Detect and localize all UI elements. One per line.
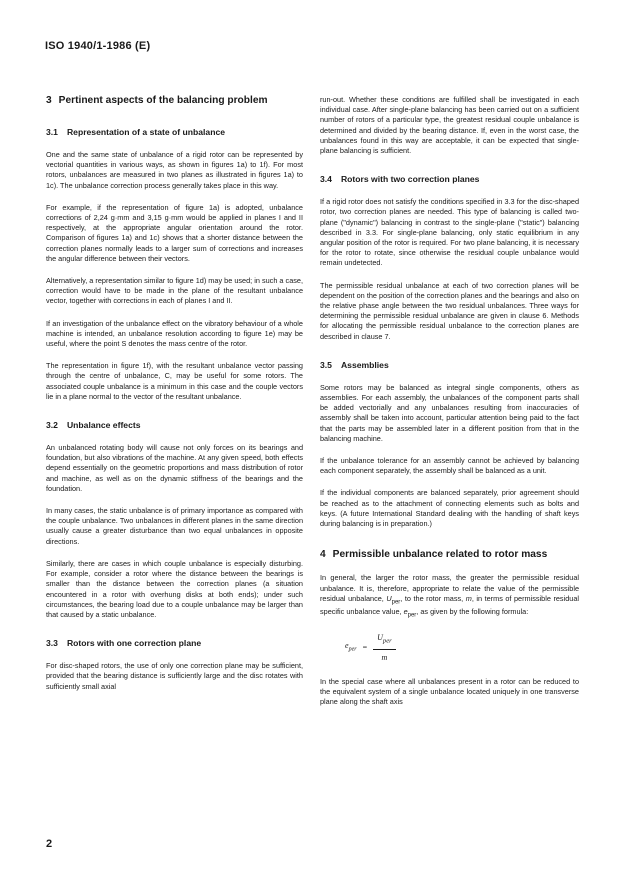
section-number: 3.1 bbox=[46, 127, 58, 137]
section-title: Permissible unbalance related to rotor mass bbox=[332, 549, 548, 561]
section-3-2-heading bbox=[46, 420, 303, 431]
paragraph: Some rotors may be balanced as integral single components, others as assemblies. For each assembly, the unbalances of the component parts shall be added vectorially and any unbalances resulting from inaccuracies of assembly shall be taken into account, particular attention being paid to the fact that the parts may be assembled later in a different position from that in the balancing machine. bbox=[320, 382, 579, 443]
paragraph: If an investigation of the unbalance effect on the vibratory behaviour of a whole machine is intended, an unbalance resolution according to figure 1e) may be useful, where the point S denotes the mass centre of the rotor. bbox=[46, 318, 303, 349]
section-title: Unbalance effects bbox=[66, 420, 141, 431]
symbol-u-per: $U_{per}$ bbox=[386, 593, 401, 606]
section-3-heading bbox=[46, 95, 303, 107]
section-number: 3 bbox=[46, 95, 52, 106]
section-number: 3.3 bbox=[46, 638, 58, 649]
paragraph: For disc-shaped rotors, the use of only one correction plane may be sufficient, provided that the bearing distance is sufficiently large and the disc rotates with sufficiently small axial bbox=[46, 661, 303, 691]
paragraph: The permissible residual unbalance at each of two correction planes will be dependent on the position of the correction planes and the bearings and also on the relative phase angle between the two residual unbalances. Three ways for determining the permissible residual unbalance are given in clause 6. Methods for allocating the permissible residual unbalance to the correction planes are described in clause 7. bbox=[320, 280, 579, 341]
section-3-4-heading bbox=[320, 174, 579, 185]
paragraph: In many cases, the static unbalance is of primary importance as compared with the couple unbalance. Two unbalances in different planes in the same direction usually cause a greater disturbance than two equal unbalances in opposite directions. bbox=[46, 506, 303, 546]
paragraph: An unbalanced rotating body will cause not only forces on its bearings and foundation, but also vibrations of the machine. At any given speed, both effects depend essentially on the geometric proportions and mass distribution of rotor and machine, as well as on the dynamic stiffness of the bearings and the foundation. bbox=[46, 443, 303, 493]
section-3-1-heading bbox=[46, 127, 303, 138]
section-number: 3.4 bbox=[320, 174, 332, 185]
section-number: 4 bbox=[320, 549, 326, 561]
formula-fraction bbox=[373, 633, 396, 663]
paragraph: In general, the larger the rotor mass, the greater the permissible residual unbalance. It is, therefore, appropriate to relate the value of the permissible residual unbalance, $U_{per}$, to the rotor mass, m, in terms of permissible residual specific unbalance value, $e_{per}$, as given by the following formula: bbox=[320, 573, 579, 619]
section-title: Representation of a state of unbalance bbox=[66, 127, 226, 137]
right-column bbox=[320, 95, 579, 720]
section-title: Pertinent aspects of the balancing problem bbox=[58, 95, 268, 106]
formula-e-per bbox=[345, 633, 579, 663]
formula-lhs: $e_{per}$ bbox=[345, 641, 357, 653]
section-4-heading bbox=[320, 549, 579, 561]
section-3-3-heading bbox=[46, 638, 303, 649]
formula-numerator: $U_{per}$ bbox=[373, 633, 396, 650]
paragraph: If a rigid rotor does not satisfy the conditions specified in 3.3 for the disc-shaped rotor, two correction planes are needed. This type of balancing is called two-plane ("dynamic") balancing in contrast to the single-plane ("static") balancing described in 3.3. For single-plane balancing, only static equilibrium in any angular position of the rotor is required. For two plane balancing, it is necessary for the rotor to rotate, since otherwise the residual couple unbalance would remain undetected. bbox=[320, 197, 579, 268]
formula-denominator: m bbox=[381, 652, 388, 662]
page-number: 2 bbox=[46, 838, 53, 850]
left-column bbox=[46, 95, 303, 704]
paragraph: run-out. Whether these conditions are fulfilled shall be investigated in each individual case. After single-plane balancing has been carried out on a sufficient number of rotors of a particular type, the greatest residual couple unbalance is determined and divided by the bearing distance. If, even in the worst case, the unbalances found in this way are acceptable, it can be expected that single-plane balancing is sufficient. bbox=[320, 95, 579, 156]
standard-header: ISO 1940/1-1986 (E) bbox=[45, 40, 151, 52]
section-number: 3.5 bbox=[320, 359, 332, 370]
section-number: 3.2 bbox=[46, 420, 58, 431]
section-3-5-heading bbox=[320, 360, 579, 371]
paragraph: One and the same state of unbalance of a rigid rotor can be represented by vectorial quantities in various ways, as shown in figures 1a) to 1f). For most rotors, unbalances are measured in two planes as illustrated in figures 1a) to 1c). The unbalance correction process generally takes place in this way. bbox=[46, 150, 303, 190]
section-title: Rotors with two correction planes bbox=[340, 174, 480, 185]
paragraph: Alternatively, a representation similar to figure 1d) may be used; in such a case, correction would have to be made in the plane of the resultant unbalance vector, together with corrections in each of planes I and II. bbox=[46, 276, 303, 306]
paragraph: In the special case where all unbalances present in a rotor can be reduced to the equivalent system of a single unbalance located uniquely in one transverse plane along the shaft axis bbox=[320, 677, 579, 707]
symbol-m: m bbox=[465, 593, 472, 603]
paragraph: If the individual components are balanced separately, prior agreement should be reached as to the attachment of connecting elements such as bolts and keys. (A future International Standard dealing with the handling of shaft keys during balancing is in preparation.) bbox=[320, 488, 579, 529]
section-title: Assemblies bbox=[340, 359, 389, 370]
paragraph: Similarly, there are cases in which couple unbalance is especially disturbing. For example, consider a rotor where the distance between the bearings is smaller than the distance between the correction planes (a situation encountered in a rotor with overhung disks at both ends); under such circumstances, the bearing load due to a couple unbalance may be larger than that caused by a static unbalance. bbox=[46, 558, 303, 619]
paragraph: For example, if the representation of figure 1a) is adopted, unbalance corrections of 2,24 g·mm and 3,15 g·mm would be applied in planes I and II respectively, at the appropriate angular orientation around the rotor. Comparison of figures 1a) and 1c) shows that a shorter distance between the correction planes normally leads to a larger sum of corrections and increases the angular difference between their vectors. bbox=[46, 202, 303, 263]
paragraph: If the unbalance tolerance for an assembly cannot be achieved by balancing each component separately, the assembly shall be balanced as a unit. bbox=[320, 456, 579, 476]
formula-equals: = bbox=[362, 642, 368, 652]
section-title: Rotors with one correction plane bbox=[66, 638, 202, 649]
symbol-e-per: $e_{per}$ bbox=[403, 607, 417, 619]
paragraph: The representation in figure 1f), with the resultant unbalance vector passing through the centre of unbalance, C, may be useful for some rotors. The associated couple unbalance is a minimum in this case and the couple vectors lie in a plane normal to the vector of the resultant unbalance. bbox=[46, 361, 303, 401]
